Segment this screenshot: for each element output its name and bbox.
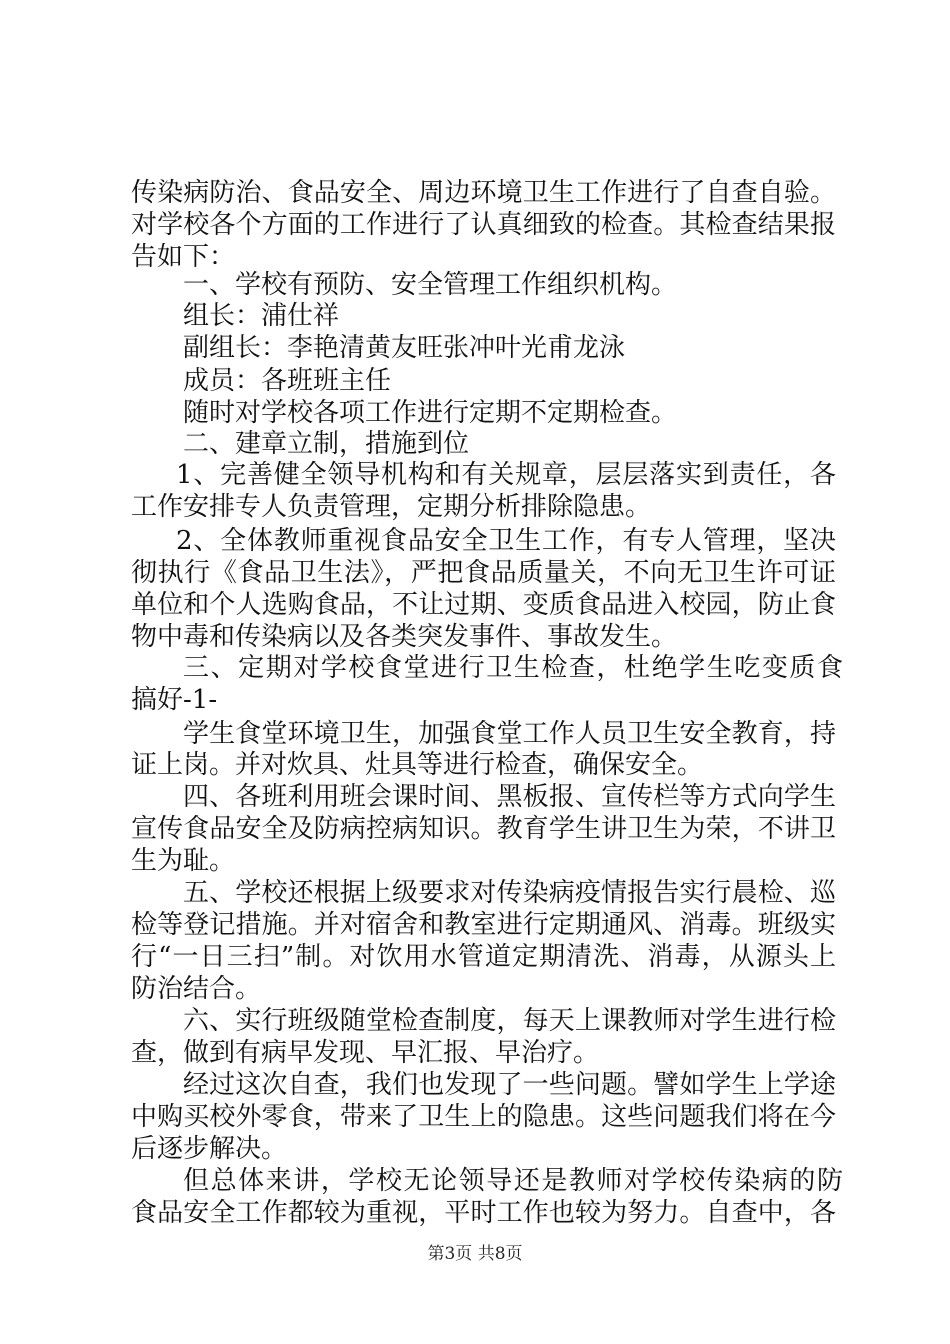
text-line: 经过这次自查，我们也发现了一些问题。譬如学生上学途 (183, 1070, 836, 1100)
text-line: 搞好-1- (131, 685, 218, 715)
text-line: 单位和个人选购食品，不让过期、变质食品进入校园，防止食 (131, 590, 836, 620)
text-line: 彻执行《食品卫生法》，严把食品质量关，不向无卫生许可证 (131, 558, 836, 588)
text-line: 四、各班利用班会课时间、黑板报、宣传栏等方式向学生 (183, 782, 836, 812)
text-line: 三、定期对学校食堂进行卫生检查，杜绝学生吃变质食 (183, 653, 843, 683)
text-line: 告如下： (131, 242, 236, 272)
text-line: 对学校各个方面的工作进行了认真细致的检查。其检查结果报 (131, 210, 836, 240)
text-line: 查，做到有病早发现、早汇报、早治疗。 (131, 1038, 600, 1068)
text-line: 生为耻。 (131, 846, 236, 876)
page-number-footer: 第3页 共8页 (427, 1244, 523, 1264)
text-line: 中购买校外零食，带来了卫生上的隐患。这些问题我们将在今 (131, 1102, 836, 1132)
text-line: 六、实行班级随堂检查制度，每天上课教师对学生进行检 (183, 1006, 836, 1036)
text-line: 组长：浦仕祥 (183, 301, 340, 331)
text-line: 证上岗。并对炊具、灶具等进行检查，确保安全。 (131, 750, 704, 780)
text-line: 学生食堂环境卫生，加强食堂工作人员卫生安全教育，持 (183, 719, 836, 749)
text-line: 成员：各班班主任 (183, 366, 392, 396)
text-line: 一、学校有预防、安全管理工作组织机构。 (183, 270, 678, 300)
text-line: 2、全体教师重视食品安全卫生工作，有专人管理，坚决 (176, 526, 836, 556)
text-line: 检等登记措施。并对宿舍和教室进行定期通风、消毒。班级实 (131, 910, 836, 940)
text-line: 工作安排专人负责管理，定期分析排除隐患。 (131, 492, 652, 522)
text-line: 后逐步解决。 (131, 1134, 288, 1164)
text-line: 物中毒和传染病以及各类突发事件、事故发生。 (131, 622, 678, 652)
text-line: 传染病防治、食品安全、周边环境卫生工作进行了自查自验。 (131, 178, 836, 208)
text-line: 行“一日三扫”制。对饮用水管道定期清洗、消毒，从源头上 (131, 942, 836, 972)
text-line: 随时对学校各项工作进行定期不定期检查。 (183, 398, 678, 428)
text-line: 宣传食品安全及防病控病知识。教育学生讲卫生为荣，不讲卫 (131, 814, 836, 844)
text-line: 1、完善健全领导机构和有关规章，层层落实到责任，各 (176, 460, 836, 490)
text-line: 防治结合。 (131, 974, 262, 1004)
text-line: 但总体来讲，学校无论领导还是教师对学校传染病的防 (183, 1166, 843, 1196)
text-line: 二、建章立制，措施到位 (183, 429, 470, 459)
text-line: 食品安全工作都较为重视，平时工作也较为努力。自查中，各 (131, 1198, 836, 1228)
text-line: 副组长：李艳清黄友旺张冲叶光甫龙泳 (183, 333, 626, 363)
text-line: 五、学校还根据上级要求对传染病疫情报告实行晨检、巡 (183, 878, 836, 908)
